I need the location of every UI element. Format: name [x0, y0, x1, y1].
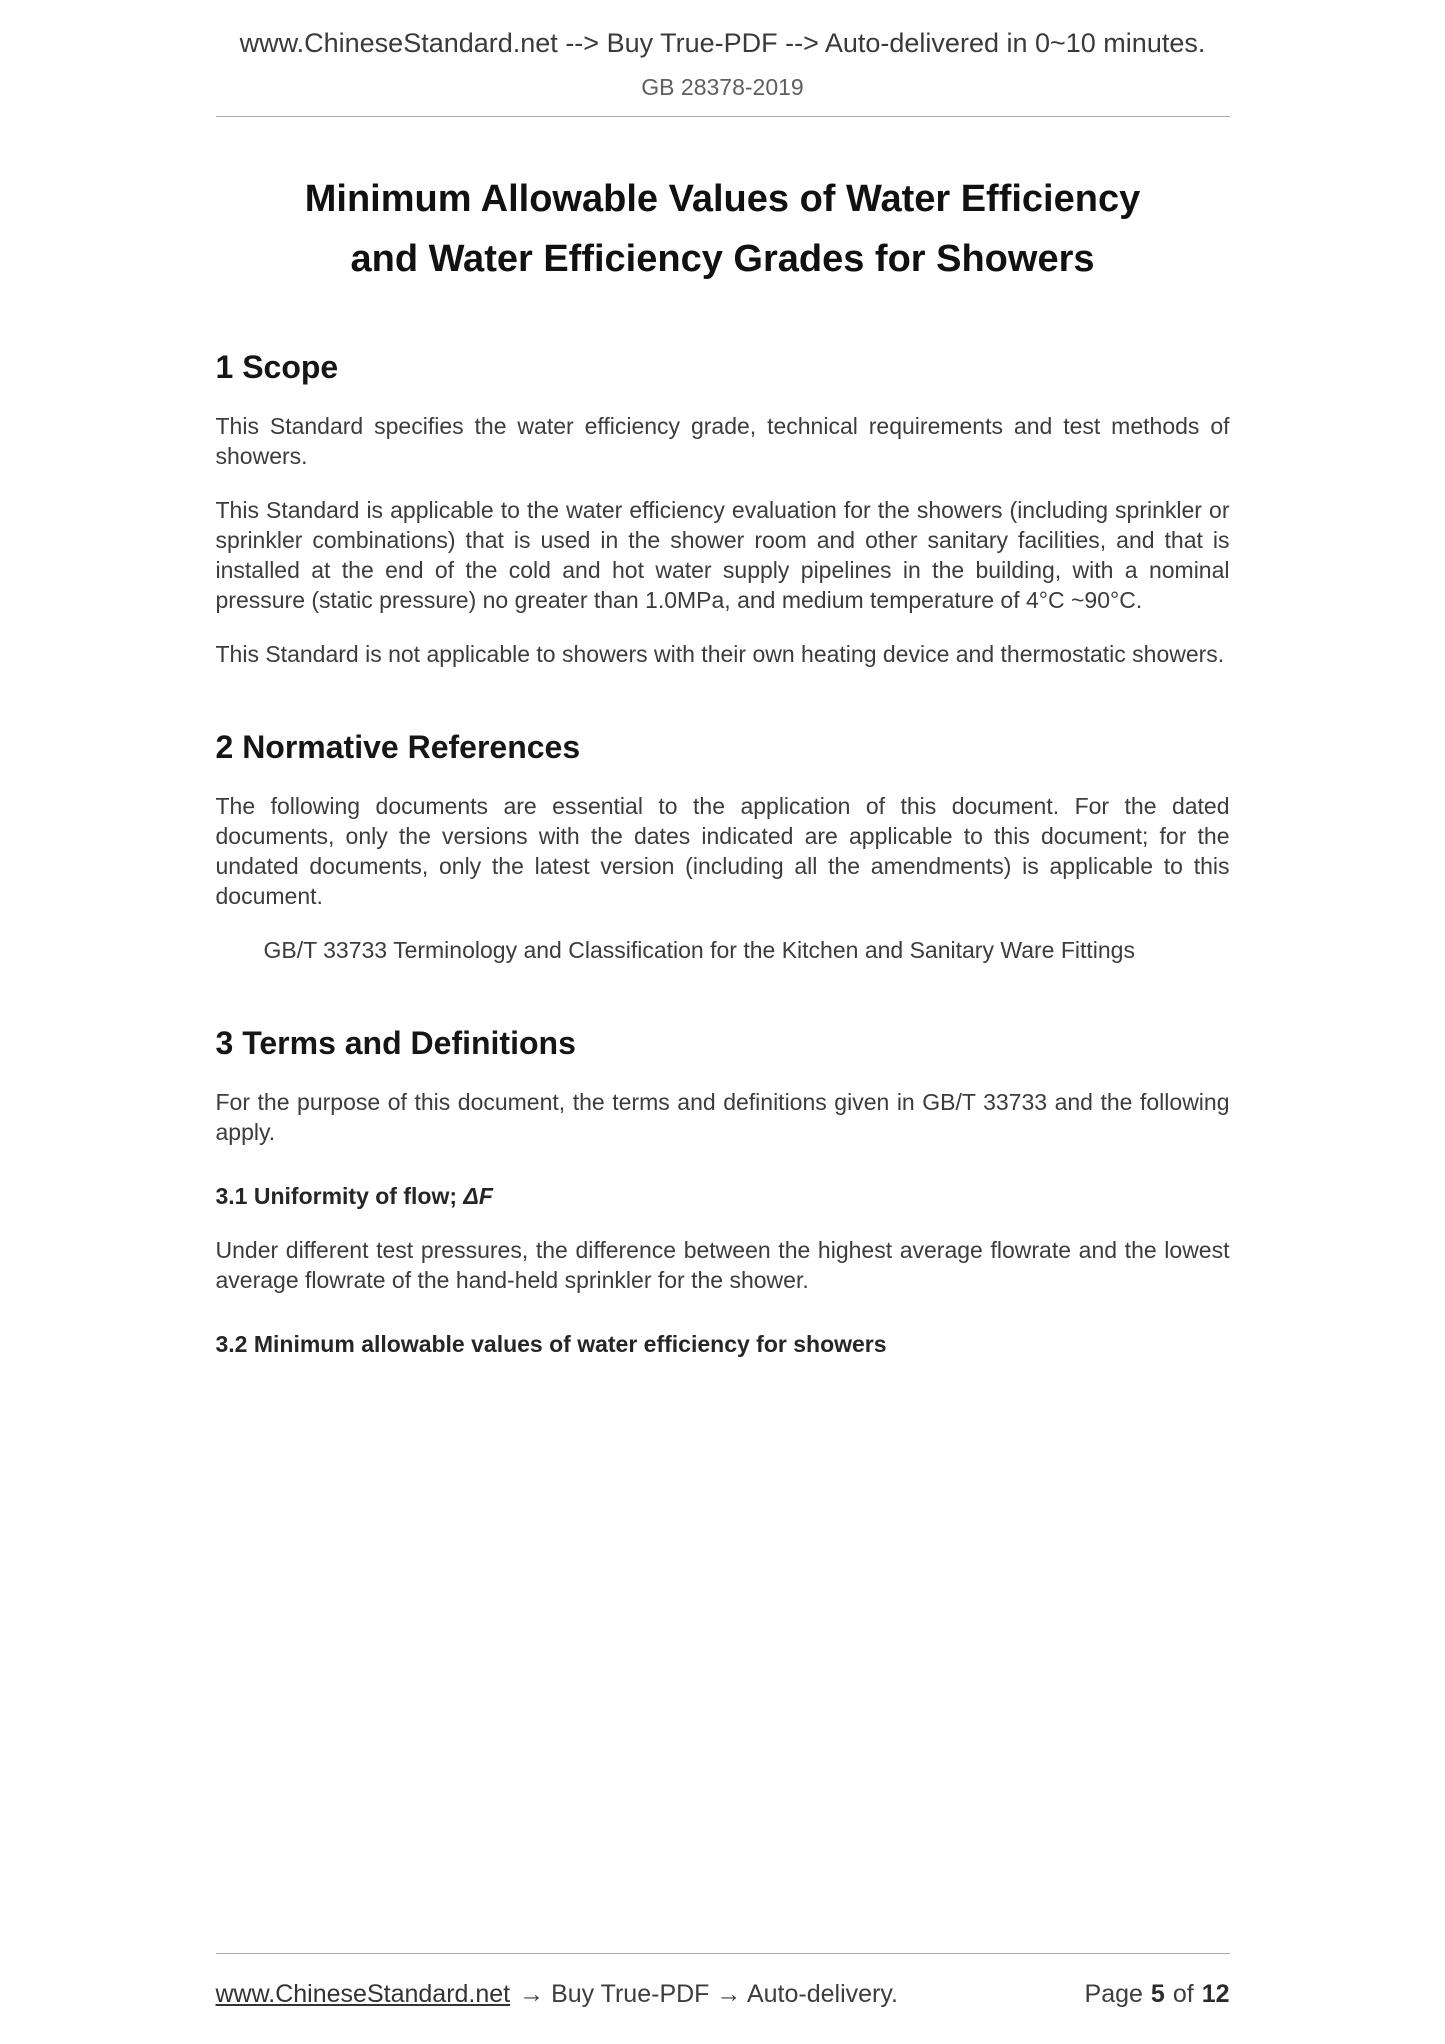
footer-delivery-text: → Buy True-PDF → Auto-delivery. [519, 1980, 898, 2008]
uniformity-definition: Under different test pressures, the difference between the highest average flowrate and the lowest average flowrate of the hand-held sprinkler for the shower. [215, 1237, 1230, 1293]
page-number-current: 5 [1150, 1980, 1165, 2008]
scope-paragraph-1: This Standard specifies the water efficiency grade, technical requirements and test methods of showers. [215, 413, 1230, 469]
terms-paragraph: For the purpose of this document, the terms and definitions given in GB/T 33733 and the following apply. [215, 1089, 1230, 1145]
references-paragraph: The following documents are essential to the application of this document. For the dated documents, only the versions with the dates indicated are applicable to this document; for the undated documents, only the latest version (including all the amendments) is applicable to this document. [215, 793, 1230, 909]
document-title-line1: Minimum Allowable Values of Water Efficiency [304, 178, 1141, 220]
subsection-heading-uniformity-of-flow [216, 1181, 1230, 1211]
referenced-standard: GB/T 33733 Terminology and Classification for the Kitchen and Sanitary Ware Fittings [263, 937, 1135, 963]
document-title-line2: and Water Efficiency Grades for Showers [350, 238, 1095, 280]
header-divider [216, 116, 1230, 117]
document-body [216, 169, 1230, 1359]
of-label: of [1172, 1980, 1194, 2008]
section-heading-scope: 1 Scope [215, 349, 339, 385]
page-number-total: 12 [1201, 1980, 1230, 2008]
page-label: Page [1084, 1980, 1143, 2008]
footer-divider [216, 1953, 1230, 1954]
document-title [216, 169, 1230, 289]
subsection-heading-minimum-allowable-values: 3.2 Minimum allowable values of water efficiency for showers [215, 1331, 887, 1357]
subsection-3-1-label: 3.1 Uniformity of flow; [215, 1183, 464, 1209]
scope-paragraph-2: This Standard is applicable to the water efficiency evaluation for the showers (including sprinkler or sprinkler combinations) that is used in the shower room and other sanitary facilities, and that is installed at the end of the cold and hot water supply pipelines in the building, with a nominal pressure (static pressure) no greater than 1.0MPa, and medium temperature of 4°C ~90°C. [215, 497, 1230, 613]
page-header [0, 0, 1445, 102]
footer-site-link[interactable]: www.ChineseStandard.net [215, 1980, 511, 2008]
section-heading-terms-definitions: 3 Terms and Definitions [215, 1025, 576, 1061]
page-footer [0, 1953, 1445, 2010]
delta-f-symbol: ΔF [463, 1183, 493, 1209]
standard-number: GB 28378-2019 [641, 74, 804, 100]
section-heading-normative-references: 2 Normative References [215, 729, 581, 765]
page-indicator [1085, 1978, 1230, 2010]
footer-delivery-line [216, 1978, 898, 2010]
promo-line: www.ChineseStandard.net --> Buy True-PDF --> Auto-delivered in 0~10 minutes. [239, 28, 1206, 58]
scope-paragraph-3: This Standard is not applicable to showers with their own heating device and thermostatic showers. [215, 641, 1225, 667]
